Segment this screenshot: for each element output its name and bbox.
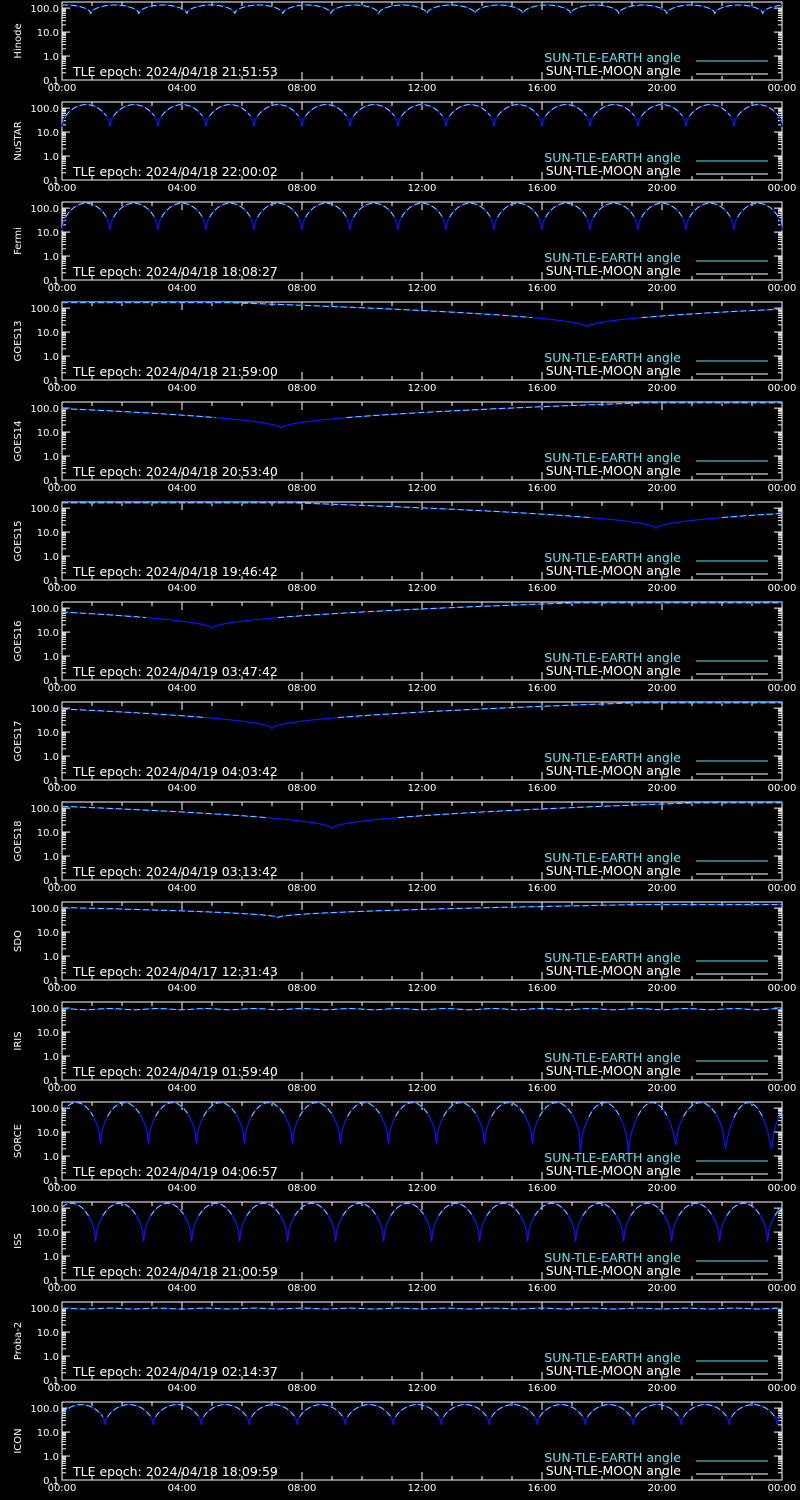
x-tick-label: 04:00 bbox=[167, 583, 197, 594]
chart-panel-fermi bbox=[13, 202, 796, 294]
x-tick-label: 08:00 bbox=[287, 183, 317, 194]
chart-panel-goes15 bbox=[13, 502, 796, 594]
y-tick-label: 100.0 bbox=[30, 804, 59, 816]
y-tick-label: 100.0 bbox=[30, 604, 59, 616]
x-tick-label: 20:00 bbox=[647, 1383, 677, 1394]
y-tick-label: 0.1 bbox=[43, 1276, 59, 1287]
x-tick-label: 20:00 bbox=[647, 1283, 677, 1294]
legend-earth-label: SUN-TLE-EARTH angle bbox=[544, 1250, 681, 1265]
x-tick-label: 00:00 bbox=[47, 883, 77, 894]
tle-epoch-label: TLE epoch: 2024/04/18 22:00:02 bbox=[73, 164, 278, 179]
x-tick-label: 00:00 bbox=[47, 1183, 77, 1194]
x-tick-label: 00:00 bbox=[47, 183, 77, 194]
x-tick-label: 00:00 bbox=[767, 883, 797, 894]
legend-moon-label: SUN-TLE-MOON angle bbox=[545, 63, 681, 78]
legend-moon-label: SUN-TLE-MOON angle bbox=[545, 1463, 681, 1478]
satellite-name-label: Hinode bbox=[13, 23, 24, 59]
x-tick-label: 20:00 bbox=[647, 883, 677, 894]
legend-moon-label: SUN-TLE-MOON angle bbox=[545, 363, 681, 378]
y-tick-label: 0.1 bbox=[43, 1076, 59, 1087]
y-tick-label: 0.1 bbox=[43, 976, 59, 987]
chart-panel-goes16 bbox=[13, 602, 796, 694]
tle-epoch-label: TLE epoch: 2024/04/18 20:53:40 bbox=[73, 464, 278, 479]
x-tick-label: 20:00 bbox=[647, 583, 677, 594]
tle-epoch-label: TLE epoch: 2024/04/19 03:13:42 bbox=[73, 864, 278, 879]
x-tick-label: 04:00 bbox=[167, 283, 197, 294]
x-tick-label: 08:00 bbox=[287, 583, 317, 594]
legend-earth-label: SUN-TLE-EARTH angle bbox=[544, 750, 681, 765]
x-tick-label: 12:00 bbox=[407, 783, 437, 794]
satellite-name-label: IRIS bbox=[13, 1031, 24, 1051]
y-tick-label: 10.0 bbox=[36, 1128, 59, 1140]
x-tick-label: 00:00 bbox=[767, 583, 797, 594]
y-tick-label: 0.1 bbox=[43, 1176, 59, 1187]
tle-epoch-label: TLE epoch: 2024/04/19 03:47:42 bbox=[73, 664, 278, 679]
x-tick-label: 00:00 bbox=[47, 983, 77, 994]
chart-panel-iss bbox=[13, 1202, 796, 1294]
y-tick-label: 0.1 bbox=[43, 576, 59, 587]
x-tick-label: 16:00 bbox=[527, 583, 557, 594]
legend-moon-label: SUN-TLE-MOON angle bbox=[545, 763, 681, 778]
y-tick-label: 100.0 bbox=[30, 204, 59, 216]
y-tick-label: 10.0 bbox=[36, 1228, 59, 1240]
y-tick-label: 10.0 bbox=[36, 528, 59, 540]
chart-panel-iris bbox=[13, 1002, 796, 1094]
x-tick-label: 16:00 bbox=[527, 883, 557, 894]
x-tick-label: 12:00 bbox=[407, 1483, 437, 1494]
x-tick-label: 12:00 bbox=[407, 183, 437, 194]
x-tick-label: 20:00 bbox=[647, 783, 677, 794]
y-tick-label: 0.1 bbox=[43, 376, 59, 387]
x-tick-label: 12:00 bbox=[407, 983, 437, 994]
tle-epoch-label: TLE epoch: 2024/04/19 02:14:37 bbox=[73, 1364, 278, 1379]
y-tick-label: 100.0 bbox=[30, 1404, 59, 1416]
y-tick-label: 0.1 bbox=[43, 1476, 59, 1487]
satellite-name-label: GOES13 bbox=[13, 320, 24, 362]
x-tick-label: 04:00 bbox=[167, 783, 197, 794]
chart-panel-goes17 bbox=[13, 702, 796, 794]
x-tick-label: 20:00 bbox=[647, 1183, 677, 1194]
y-tick-label: 10.0 bbox=[36, 1428, 59, 1440]
x-tick-label: 12:00 bbox=[407, 1383, 437, 1394]
x-tick-label: 04:00 bbox=[167, 1283, 197, 1294]
legend-earth-label: SUN-TLE-EARTH angle bbox=[544, 50, 681, 65]
y-tick-label: 1.0 bbox=[43, 52, 59, 64]
x-tick-label: 12:00 bbox=[407, 383, 437, 394]
x-tick-label: 00:00 bbox=[767, 1383, 797, 1394]
x-tick-label: 12:00 bbox=[407, 583, 437, 594]
tle-epoch-label: TLE epoch: 2024/04/18 21:00:59 bbox=[73, 1264, 278, 1279]
legend-moon-label: SUN-TLE-MOON angle bbox=[545, 563, 681, 578]
x-tick-label: 00:00 bbox=[47, 583, 77, 594]
x-tick-label: 08:00 bbox=[287, 1283, 317, 1294]
tle-epoch-label: TLE epoch: 2024/04/19 04:03:42 bbox=[73, 764, 278, 779]
x-tick-label: 00:00 bbox=[47, 1383, 77, 1394]
x-tick-label: 08:00 bbox=[287, 883, 317, 894]
x-tick-label: 12:00 bbox=[407, 83, 437, 94]
satellite-name-label: NuSTAR bbox=[13, 121, 24, 161]
satellite-name-label: Proba-2 bbox=[13, 1321, 24, 1361]
x-tick-label: 00:00 bbox=[767, 983, 797, 994]
x-tick-label: 00:00 bbox=[47, 283, 77, 294]
y-tick-label: 10.0 bbox=[36, 428, 59, 440]
x-tick-label: 16:00 bbox=[527, 983, 557, 994]
satellite-name-label: GOES17 bbox=[13, 720, 24, 762]
legend-earth-label: SUN-TLE-EARTH angle bbox=[544, 550, 681, 565]
x-tick-label: 00:00 bbox=[767, 283, 797, 294]
x-tick-label: 12:00 bbox=[407, 883, 437, 894]
legend-moon-label: SUN-TLE-MOON angle bbox=[545, 463, 681, 478]
x-tick-label: 00:00 bbox=[767, 1483, 797, 1494]
x-tick-label: 04:00 bbox=[167, 483, 197, 494]
x-tick-label: 08:00 bbox=[287, 783, 317, 794]
y-tick-label: 0.1 bbox=[43, 1376, 59, 1387]
chart-panel-sorce bbox=[13, 1102, 796, 1194]
y-tick-label: 1.0 bbox=[43, 1352, 59, 1364]
x-tick-label: 00:00 bbox=[767, 1283, 797, 1294]
tle-epoch-label: TLE epoch: 2024/04/18 18:08:27 bbox=[73, 264, 278, 279]
x-tick-label: 08:00 bbox=[287, 483, 317, 494]
x-tick-label: 00:00 bbox=[767, 183, 797, 194]
x-tick-label: 00:00 bbox=[47, 383, 77, 394]
x-tick-label: 04:00 bbox=[167, 1183, 197, 1194]
satellite-name-label: SORCE bbox=[13, 1124, 24, 1158]
x-tick-label: 08:00 bbox=[287, 1383, 317, 1394]
x-tick-label: 00:00 bbox=[47, 83, 77, 94]
legend-earth-label: SUN-TLE-EARTH angle bbox=[544, 850, 681, 865]
y-tick-label: 1.0 bbox=[43, 452, 59, 464]
x-tick-label: 00:00 bbox=[47, 783, 77, 794]
x-tick-label: 12:00 bbox=[407, 1283, 437, 1294]
y-tick-label: 100.0 bbox=[30, 1304, 59, 1316]
x-tick-label: 04:00 bbox=[167, 183, 197, 194]
x-tick-label: 16:00 bbox=[527, 1283, 557, 1294]
x-tick-label: 16:00 bbox=[527, 783, 557, 794]
legend-earth-label: SUN-TLE-EARTH angle bbox=[544, 1350, 681, 1365]
x-tick-label: 04:00 bbox=[167, 1083, 197, 1094]
legend-earth-label: SUN-TLE-EARTH angle bbox=[544, 250, 681, 265]
x-tick-label: 00:00 bbox=[767, 783, 797, 794]
x-tick-label: 08:00 bbox=[287, 383, 317, 394]
x-tick-label: 00:00 bbox=[767, 83, 797, 94]
x-tick-label: 12:00 bbox=[407, 283, 437, 294]
legend-earth-label: SUN-TLE-EARTH angle bbox=[544, 450, 681, 465]
legend-moon-label: SUN-TLE-MOON angle bbox=[545, 263, 681, 278]
y-tick-label: 100.0 bbox=[30, 1204, 59, 1216]
x-tick-label: 00:00 bbox=[767, 1083, 797, 1094]
y-tick-label: 1.0 bbox=[43, 252, 59, 264]
legend-moon-label: SUN-TLE-MOON angle bbox=[545, 163, 681, 178]
x-tick-label: 08:00 bbox=[287, 1183, 317, 1194]
x-tick-label: 00:00 bbox=[47, 1283, 77, 1294]
legend-moon-label: SUN-TLE-MOON angle bbox=[545, 1063, 681, 1078]
y-tick-label: 10.0 bbox=[36, 928, 59, 940]
y-tick-label: 10.0 bbox=[36, 328, 59, 340]
y-tick-label: 1.0 bbox=[43, 1052, 59, 1064]
x-tick-label: 20:00 bbox=[647, 483, 677, 494]
satellite-name-label: GOES18 bbox=[13, 820, 24, 862]
chart-panel-hinode bbox=[13, 2, 796, 94]
x-tick-label: 08:00 bbox=[287, 283, 317, 294]
y-tick-label: 100.0 bbox=[30, 304, 59, 316]
x-tick-label: 00:00 bbox=[767, 383, 797, 394]
y-tick-label: 10.0 bbox=[36, 1328, 59, 1340]
x-tick-label: 12:00 bbox=[407, 1183, 437, 1194]
y-tick-label: 1.0 bbox=[43, 752, 59, 764]
chart-panel-goes18 bbox=[13, 802, 796, 894]
chart-panel-sdo bbox=[13, 902, 796, 994]
satellite-name-label: SDO bbox=[13, 930, 24, 952]
y-tick-label: 0.1 bbox=[43, 676, 59, 687]
y-tick-label: 10.0 bbox=[36, 128, 59, 140]
x-tick-label: 20:00 bbox=[647, 683, 677, 694]
x-tick-label: 16:00 bbox=[527, 383, 557, 394]
x-tick-label: 12:00 bbox=[407, 483, 437, 494]
x-tick-label: 00:00 bbox=[767, 683, 797, 694]
y-tick-label: 100.0 bbox=[30, 104, 59, 116]
y-tick-label: 0.1 bbox=[43, 176, 59, 187]
tle-epoch-label: TLE epoch: 2024/04/18 21:59:00 bbox=[73, 364, 278, 379]
x-tick-label: 20:00 bbox=[647, 283, 677, 294]
satellite-name-label: ISS bbox=[13, 1233, 24, 1249]
tle-epoch-label: TLE epoch: 2024/04/19 01:59:40 bbox=[73, 1064, 278, 1079]
chart-panel-goes14 bbox=[13, 402, 796, 494]
x-tick-label: 08:00 bbox=[287, 1483, 317, 1494]
legend-earth-label: SUN-TLE-EARTH angle bbox=[544, 1150, 681, 1165]
x-tick-label: 16:00 bbox=[527, 183, 557, 194]
legend-earth-label: SUN-TLE-EARTH angle bbox=[544, 650, 681, 665]
y-tick-label: 100.0 bbox=[30, 1104, 59, 1116]
y-tick-label: 1.0 bbox=[43, 1252, 59, 1264]
x-tick-label: 04:00 bbox=[167, 1383, 197, 1394]
x-tick-label: 08:00 bbox=[287, 1083, 317, 1094]
x-tick-label: 16:00 bbox=[527, 1483, 557, 1494]
y-tick-label: 100.0 bbox=[30, 4, 59, 16]
satellite-name-label: GOES16 bbox=[13, 620, 24, 662]
y-tick-label: 100.0 bbox=[30, 904, 59, 916]
x-tick-label: 20:00 bbox=[647, 1483, 677, 1494]
x-tick-label: 04:00 bbox=[167, 883, 197, 894]
x-tick-label: 12:00 bbox=[407, 683, 437, 694]
legend-earth-label: SUN-TLE-EARTH angle bbox=[544, 1050, 681, 1065]
y-tick-label: 1.0 bbox=[43, 952, 59, 964]
x-tick-label: 04:00 bbox=[167, 83, 197, 94]
legend-earth-label: SUN-TLE-EARTH angle bbox=[544, 350, 681, 365]
y-tick-label: 1.0 bbox=[43, 352, 59, 364]
y-tick-label: 1.0 bbox=[43, 152, 59, 164]
x-tick-label: 16:00 bbox=[527, 283, 557, 294]
x-tick-label: 08:00 bbox=[287, 83, 317, 94]
y-tick-label: 100.0 bbox=[30, 704, 59, 716]
x-tick-label: 16:00 bbox=[527, 1383, 557, 1394]
y-tick-label: 0.1 bbox=[43, 876, 59, 887]
tle-epoch-label: TLE epoch: 2024/04/19 04:06:57 bbox=[73, 1164, 278, 1179]
x-tick-label: 20:00 bbox=[647, 1083, 677, 1094]
x-tick-label: 20:00 bbox=[647, 183, 677, 194]
y-tick-label: 100.0 bbox=[30, 1004, 59, 1016]
x-tick-label: 20:00 bbox=[647, 83, 677, 94]
tle-epoch-label: TLE epoch: 2024/04/18 18:09:59 bbox=[73, 1464, 278, 1479]
satellite-name-label: GOES14 bbox=[13, 420, 24, 462]
x-tick-label: 04:00 bbox=[167, 983, 197, 994]
x-tick-label: 16:00 bbox=[527, 83, 557, 94]
legend-moon-label: SUN-TLE-MOON angle bbox=[545, 1263, 681, 1278]
x-tick-label: 16:00 bbox=[527, 1083, 557, 1094]
x-tick-label: 08:00 bbox=[287, 983, 317, 994]
legend-moon-label: SUN-TLE-MOON angle bbox=[545, 1163, 681, 1178]
legend-moon-label: SUN-TLE-MOON angle bbox=[545, 663, 681, 678]
legend-moon-label: SUN-TLE-MOON angle bbox=[545, 963, 681, 978]
legend-earth-label: SUN-TLE-EARTH angle bbox=[544, 1450, 681, 1465]
y-tick-label: 1.0 bbox=[43, 552, 59, 564]
x-tick-label: 16:00 bbox=[527, 1183, 557, 1194]
chart-panel-goes13 bbox=[13, 302, 796, 394]
y-tick-label: 1.0 bbox=[43, 652, 59, 664]
x-tick-label: 00:00 bbox=[767, 483, 797, 494]
satellite-name-label: Fermi bbox=[13, 227, 24, 255]
y-tick-label: 10.0 bbox=[36, 28, 59, 40]
y-tick-label: 1.0 bbox=[43, 1452, 59, 1464]
tle-epoch-label: TLE epoch: 2024/04/18 19:46:42 bbox=[73, 564, 278, 579]
x-tick-label: 04:00 bbox=[167, 1483, 197, 1494]
legend-moon-label: SUN-TLE-MOON angle bbox=[545, 1363, 681, 1378]
x-tick-label: 04:00 bbox=[167, 383, 197, 394]
tle-epoch-label: TLE epoch: 2024/04/18 21:51:53 bbox=[73, 64, 278, 79]
y-tick-label: 10.0 bbox=[36, 828, 59, 840]
y-tick-label: 100.0 bbox=[30, 504, 59, 516]
legend-moon-label: SUN-TLE-MOON angle bbox=[545, 863, 681, 878]
x-tick-label: 04:00 bbox=[167, 683, 197, 694]
y-tick-label: 10.0 bbox=[36, 1028, 59, 1040]
y-tick-label: 1.0 bbox=[43, 852, 59, 864]
y-tick-label: 10.0 bbox=[36, 228, 59, 240]
y-tick-label: 1.0 bbox=[43, 1152, 59, 1164]
y-tick-label: 0.1 bbox=[43, 276, 59, 287]
sun-tle-earth-angle-curve bbox=[62, 1103, 782, 1155]
y-tick-label: 10.0 bbox=[36, 728, 59, 740]
x-tick-label: 00:00 bbox=[47, 1083, 77, 1094]
x-tick-label: 00:00 bbox=[47, 683, 77, 694]
x-tick-label: 00:00 bbox=[47, 483, 77, 494]
satellite-name-label: GOES15 bbox=[13, 520, 24, 562]
satellite-name-label: ICON bbox=[13, 1428, 24, 1454]
legend-earth-label: SUN-TLE-EARTH angle bbox=[544, 150, 681, 165]
x-tick-label: 12:00 bbox=[407, 1083, 437, 1094]
x-tick-label: 16:00 bbox=[527, 683, 557, 694]
chart-panel-nustar bbox=[13, 102, 796, 194]
y-tick-label: 0.1 bbox=[43, 476, 59, 487]
y-tick-label: 0.1 bbox=[43, 76, 59, 87]
chart-panel-icon bbox=[13, 1402, 796, 1494]
x-tick-label: 00:00 bbox=[767, 1183, 797, 1194]
x-tick-label: 20:00 bbox=[647, 983, 677, 994]
x-tick-label: 20:00 bbox=[647, 383, 677, 394]
y-tick-label: 100.0 bbox=[30, 404, 59, 416]
x-tick-label: 00:00 bbox=[47, 1483, 77, 1494]
x-tick-label: 16:00 bbox=[527, 483, 557, 494]
tle-epoch-label: TLE epoch: 2024/04/17 12:31:43 bbox=[73, 964, 278, 979]
chart-panel-proba-2 bbox=[13, 1302, 796, 1394]
y-tick-label: 0.1 bbox=[43, 776, 59, 787]
y-tick-label: 10.0 bbox=[36, 628, 59, 640]
legend-earth-label: SUN-TLE-EARTH angle bbox=[544, 950, 681, 965]
x-tick-label: 08:00 bbox=[287, 683, 317, 694]
